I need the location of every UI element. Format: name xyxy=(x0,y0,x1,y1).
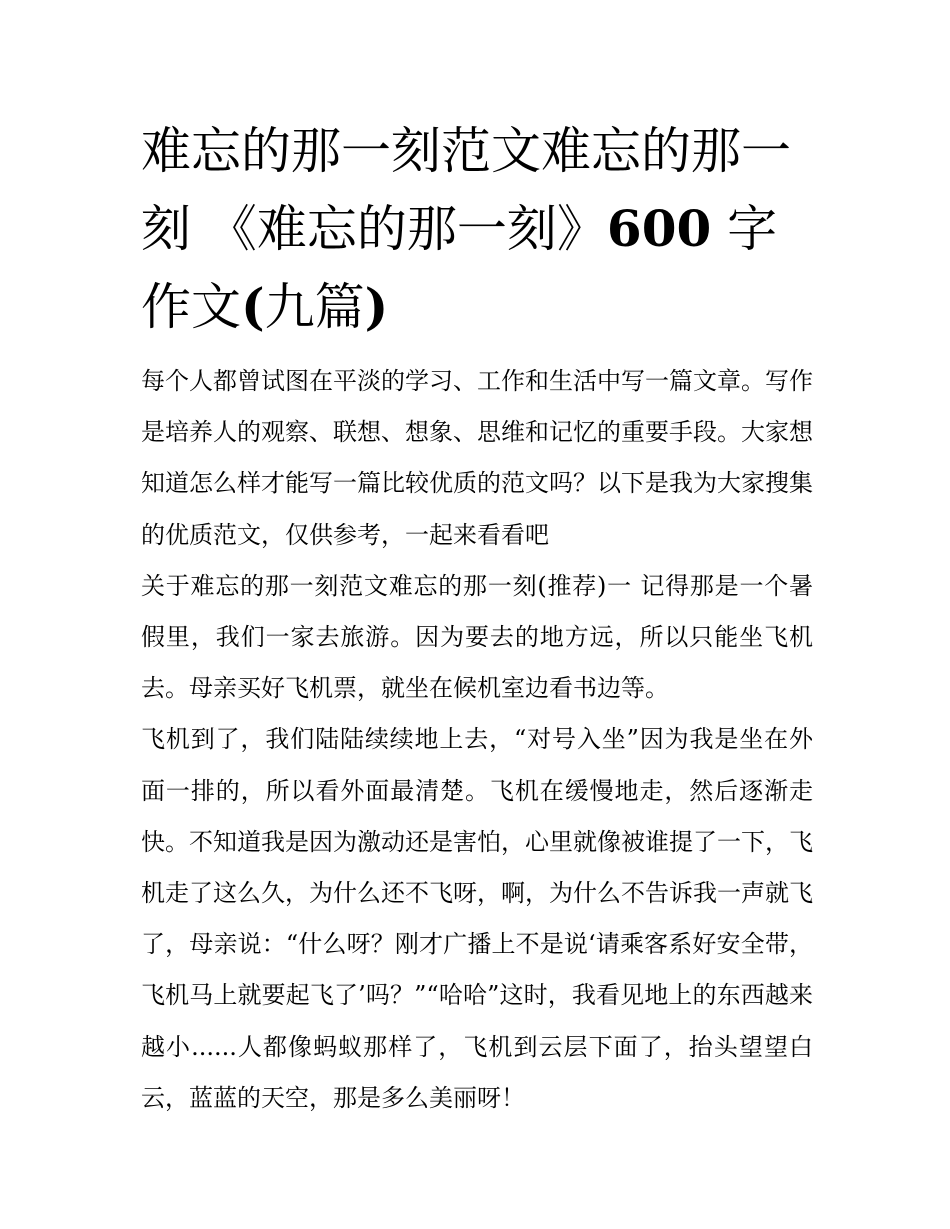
body-paragraph-2: 飞机到了，我们陆陆续续地上去，“对号入坐”因为我是坐在外面一排的，所以看外面最清楚。飞机在缓慢地走，然后逐渐走快。不知道我是因为激动还是害怕，心里就像被谁提了一下，飞机走了这么久，为什么还不飞呀，啊，为什么不告诉我一声就飞了，母亲说：“什么呀？刚才广播上不是说‘请乘客系好安全带，飞机马上就要起飞了’吗？”“哈哈”这时，我看见地上的东西越来越小......人都像蚂蚁那样了，飞机到云层下面了，抬头望望白云，蓝蓝的天空，那是多么美丽呀！ xyxy=(141,725,813,1112)
document-title xyxy=(141,112,813,346)
title-number: 600 xyxy=(606,199,712,258)
title-text-suffix: 字作文 xyxy=(141,200,778,336)
title-text: 难忘的那一刻范文难忘的那一刻 《难忘的那一刻》 xyxy=(141,122,791,258)
intro-paragraph: 每个人都曾试图在平淡的学习、工作和生活中写一篇文章。写作是培养人的观察、联想、想象、思维和记忆的重要手段。大家想知道怎么样才能写一篇比较优质的范文吗？以下是我为大家搜集的优质范文，仅供参考，一起来看看吧 xyxy=(141,367,813,549)
document-body xyxy=(141,112,813,1124)
title-paren-open: ( xyxy=(241,277,265,336)
body-paragraph-1: 关于难忘的那一刻范文难忘的那一刻(推荐)一 记得那是一个暑假里，我们一家去旅游。因为要去的地方远，所以只能坐飞机去。母亲买好飞机票，就坐在候机室边看书边等。 xyxy=(141,571,813,703)
title-paren-close: ) xyxy=(364,277,389,336)
title-count: 九篇 xyxy=(264,278,365,336)
